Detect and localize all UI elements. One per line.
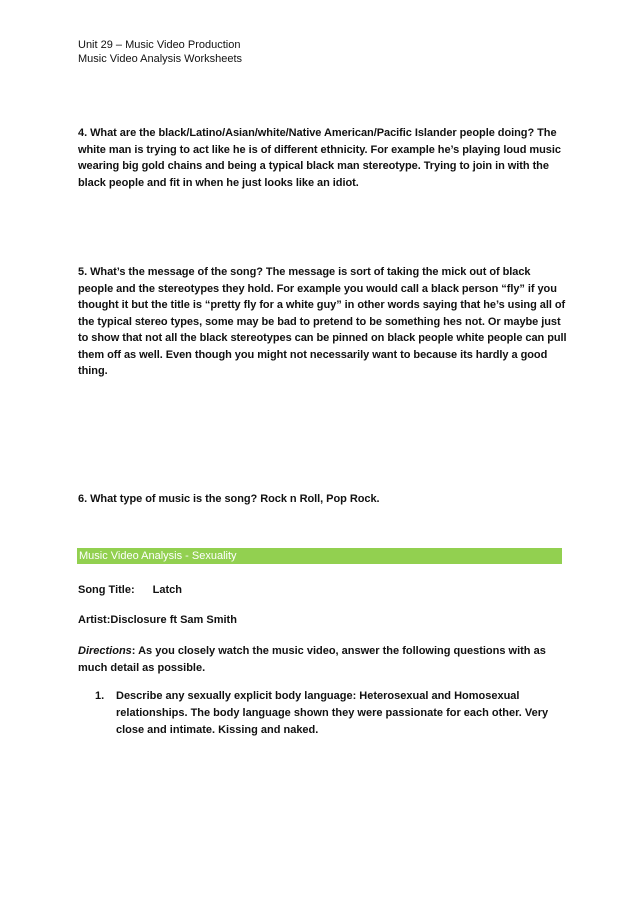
answer-question-6: 6. What type of music is the song? Rock n Roll, Pop Rock. <box>78 493 380 505</box>
header-worksheet-title: Music Video Analysis Worksheets <box>78 53 243 65</box>
header-unit-title: Unit 29 – Music Video Production <box>78 39 241 51</box>
directions-paragraph <box>78 643 558 677</box>
answer-question-4: 4. What are the black/Latino/Asian/white/Native American/Pacific Islander people doing? The white man is trying to act like he is of different ethnicity. For example he’s playing loud music wearing big gold chains and being a typical black man stereotype. Trying to join in with the black people and fit in when he just looks like an idiot. <box>78 127 561 189</box>
question-list <box>95 688 565 739</box>
question-text: Describe any sexually explicit body language: Heterosexual and Homosexual relationships. The body language shown they were passionate for each other. Very close and intimate. Kissing and naked. <box>116 690 549 736</box>
artist-value: Disclosure ft Sam Smith <box>110 614 237 626</box>
artist-label: Artist: <box>78 614 111 626</box>
song-title-value: Latch <box>152 584 182 596</box>
directions-text: : As you closely watch the music video, answer the following questions with as much detail as possible. <box>78 645 546 674</box>
answer-question-5: 5. What’s the message of the song? The message is sort of taking the mick out of black people and the stereotypes they hold. For example you would call a black person “fly” if you thought it but the title is “pretty fly for a white guy” in other words saying that he’s using all of the typical stereo types, some may be bad to pretend to be something hes not. Or maybe just to show that not all the black stereotypes can be pinned on black people white people can pull them off as well. Even though you might not necessarily want to because its hardly a good thing. <box>78 266 567 377</box>
song-title-field <box>78 583 182 597</box>
question-number: 1. <box>95 690 105 702</box>
artist-field <box>78 613 237 627</box>
song-title-label: Song Title: <box>78 584 135 596</box>
section-heading-sexuality: Music Video Analysis - Sexuality <box>77 548 562 564</box>
page-header <box>78 38 242 66</box>
directions-label: Directions <box>78 645 132 657</box>
list-item <box>95 688 565 739</box>
